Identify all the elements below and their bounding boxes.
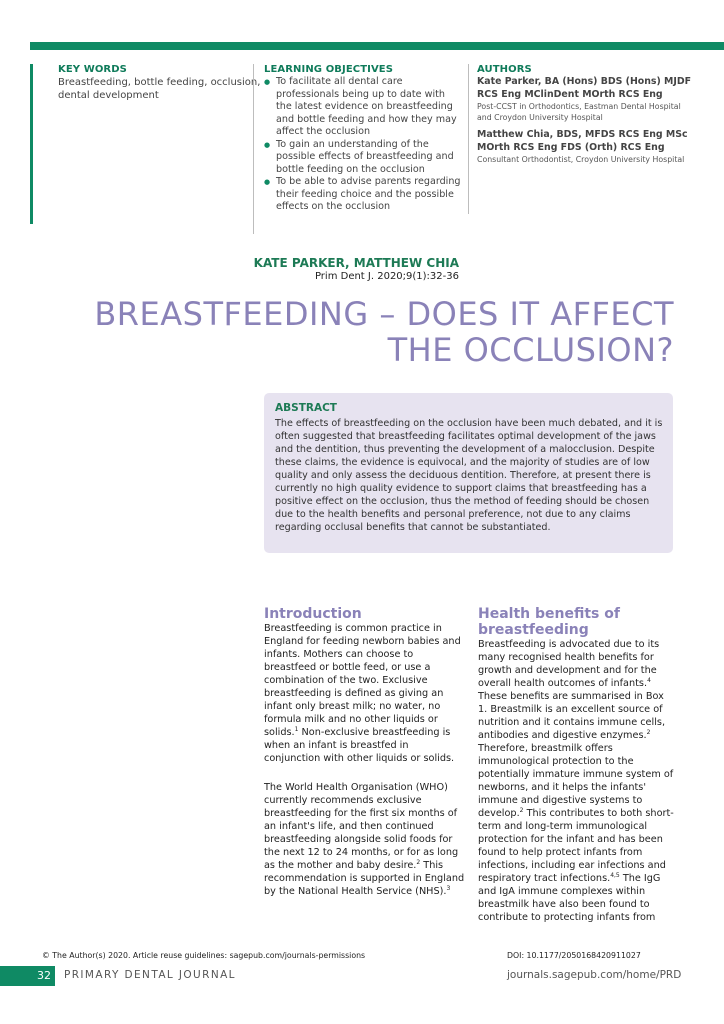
reference-mark: 2 (416, 858, 421, 866)
abstract-heading: ABSTRACT (275, 402, 337, 414)
abstract-box (264, 393, 673, 553)
body-text: Breastfeeding is common practice in England for feeding newborn babies and infants. Mothers can choose to breastfeed or bottle feed, or use a combination of the two. Exclusive breastfeeding is defined as giving an infant only breast milk; no water, no formula milk and no other liquids or solids. (264, 623, 461, 738)
body-paragraph (264, 622, 466, 765)
author-name: Matthew Chia, BDS, MFDS RCS Eng MSc MOrth RCS Eng FDS (Orth) RCS Eng (477, 129, 688, 153)
article-title (80, 296, 674, 368)
authors-box (468, 64, 697, 214)
introduction-column (264, 606, 466, 914)
reference-mark: 2 (519, 806, 524, 814)
page-number: 32 (0, 966, 55, 986)
article-citation: Prim Dent J. 2020;9(1):32-36 (314, 271, 459, 282)
body-text: These benefits are summarised in Box 1. Breastmilk is an excellent source of nutrition and it contains immune cells, antibodies and digestive enzymes. (478, 691, 666, 741)
objective-item: ● To be able to advise parents regarding their feeding choice and the possible effects on the occlusion (276, 176, 462, 214)
objectives-list (264, 76, 462, 214)
reference-mark: 3 (446, 884, 451, 892)
title-line: THE OCCLUSION? (387, 331, 674, 369)
authors-heading: AUTHORS (477, 64, 532, 75)
reference-mark: 1 (294, 725, 299, 733)
body-text: The World Health Organisation (WHO) currently recommends exclusive breastfeeding for the first six months of an infant's life, and then continued breastfeeding alongside solid foods for the next 12 to 24 months, or for as long as the mother and baby desire. (264, 782, 459, 871)
author-affiliation: Post-CCST in Orthodontics, Eastman Dental Hospital and Croydon University Hospital (477, 102, 681, 122)
abstract-text: The effects of breastfeeding on the occlusion have been much debated, and it is often suggested that breastfeeding facilitates optimal development of the jaws and the dentition, thus preventing the development of a malocclusion. Despite these claims, the evidence is equivocal, and the majority of studies are of low quality and only assess the deciduous dentition. Therefore, at present there is currently no high quality evidence to support claims that breastfeeding has a positive effect on the occlusion, thus the method of feeding should be chosen due to the health benefits and personal preference, not due to any claims regarding occlusal benefits that cannot be substantiated. (275, 418, 663, 533)
body-text: This contributes to both short-term and long-term immunological protection for the infant and has been found to help protect infants from infections, including ear infections and respiratory tract infections. (478, 808, 674, 884)
reference-mark: 4 (647, 676, 651, 684)
body-paragraph (478, 638, 676, 924)
keywords-text: Breastfeeding, bottle feeding, occlusion, dental development (58, 77, 261, 101)
body-text: Therefore, breastmilk offers immunological protection to the potentially immature immune system of newborns, and it helps the infants' immune and digestive systems to develop. (478, 743, 674, 819)
health-benefits-column (478, 606, 676, 940)
body-text: Non-exclusive breastfeeding is when an infant is breastfed in conjunction with other liquids or solids. (264, 727, 455, 764)
copyright-notice: © The Author(s) 2020. Article reuse guidelines: sagepub.com/journals-permissions (42, 951, 366, 960)
doi-text: DOI: 10.1177/2050168420911027 (507, 951, 641, 960)
reference-mark: 2 (646, 728, 651, 736)
objectives-heading: LEARNING OBJECTIVES (264, 64, 394, 75)
journal-name: PRIMARY DENTAL JOURNAL (64, 969, 236, 981)
title-line: BREASTFEEDING – DOES IT AFFECT (94, 295, 674, 333)
body-text: Breastfeeding is advocated due to its many recognised health benefits for growth and development and for the overall health outcomes of infants. (478, 639, 660, 689)
objective-item: ● To facilitate all dental care professionals being up to date with the latest evidence on breastfeeding and bottle feeding and how they may affect the occlusion (276, 76, 462, 139)
author-affiliation: Consultant Orthodontist, Croydon University Hospital (477, 155, 685, 164)
body-text: The IgG and IgA immune complexes within breastmilk have also been found to contribute to protecting infants from (478, 873, 661, 923)
body-text: This recommendation is supported in England by the National Health Service (NHS). (264, 860, 465, 897)
reference-mark: 4,5 (610, 871, 620, 879)
keywords-heading: KEY WORDS (58, 64, 127, 75)
introduction-heading: Introduction (264, 606, 362, 622)
health-benefits-heading: Health benefits of breastfeeding (478, 606, 620, 638)
learning-objectives-box (253, 64, 462, 234)
body-paragraph (264, 781, 466, 898)
article-byline: KATE PARKER, MATTHEW CHIA (253, 256, 459, 270)
keywords-box (30, 64, 263, 224)
objective-item: ● To gain an understanding of the possible effects of breastfeeding and bottle feeding on the occlusion (276, 139, 462, 177)
author-name: Kate Parker, BA (Hons) BDS (Hons) MJDF RCS Eng MClinDent MOrth RCS Eng (477, 76, 692, 100)
top-accent-bar (30, 42, 724, 50)
journal-url[interactable]: journals.sagepub.com/home/PRD (507, 969, 682, 981)
